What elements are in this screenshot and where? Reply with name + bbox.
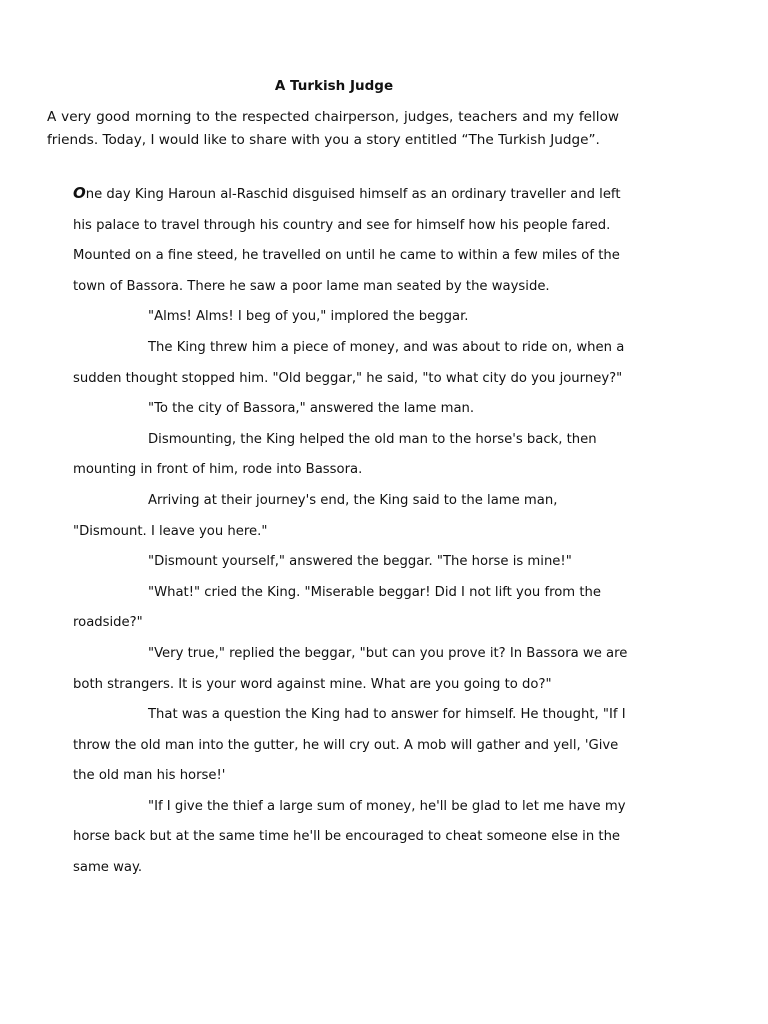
story-paragraph: The King threw him a piece of money, and was about to ride on, when a sudden thought stopped him. "Old beggar," he said, "to what city do you journey?" bbox=[73, 339, 625, 386]
story-paragraph-1-text: ne day King Haroun al-Raschid disguised himself as an ordinary traveller and left his palace to travel through his country and see for himself how his people fared. Mounted on a fine steed, he travelled on until he came to within a few miles of the town of Bassora. There he saw a poor lame man seated by the wayside. bbox=[73, 187, 621, 294]
drop-cap-initial: O bbox=[73, 184, 86, 202]
story-paragraph: "To the city of Bassora," answered the lame man. bbox=[148, 401, 475, 417]
document-title: A Turkish Judge bbox=[274, 78, 394, 94]
story-paragraph: "If I give the thief a large sum of money, he'll be glad to let me have my horse back but at the same time he'll be encouraged to cheat someone else in the same way. bbox=[73, 798, 626, 876]
story-paragraph: That was a question the King had to answer for himself. He thought, "If I throw the old man into the gutter, he will cry out. A mob will gather and yell, 'Give the old man his horse!' bbox=[73, 707, 626, 784]
story-paragraph: Arriving at their journey's end, the King said to the lame man, "Dismount. I leave you here." bbox=[73, 492, 558, 539]
story-paragraph: "Very true," replied the beggar, "but can you prove it? In Bassora we are both strangers. It is your word against mine. What are you going to do?" bbox=[73, 645, 628, 692]
intro-paragraph: A very good morning to the respected chairperson, judges, teachers and my fellow friends. Today, I would like to share with you a story entitled “The Turkish Judge”. bbox=[47, 109, 619, 148]
story-paragraph: "Dismount yourself," answered the beggar. "The horse is mine!" bbox=[148, 554, 572, 570]
story-body bbox=[73, 178, 633, 884]
story-paragraph: "What!" cried the King. "Miserable beggar! Did I not lift you from the roadside?" bbox=[73, 584, 601, 631]
story-paragraph: "Alms! Alms! I beg of you," implored the beggar. bbox=[148, 309, 469, 325]
story-paragraph: Dismounting, the King helped the old man to the horse's back, then mounting in front of him, rode into Bassora. bbox=[73, 431, 597, 478]
story-paragraph-1 bbox=[73, 178, 633, 302]
